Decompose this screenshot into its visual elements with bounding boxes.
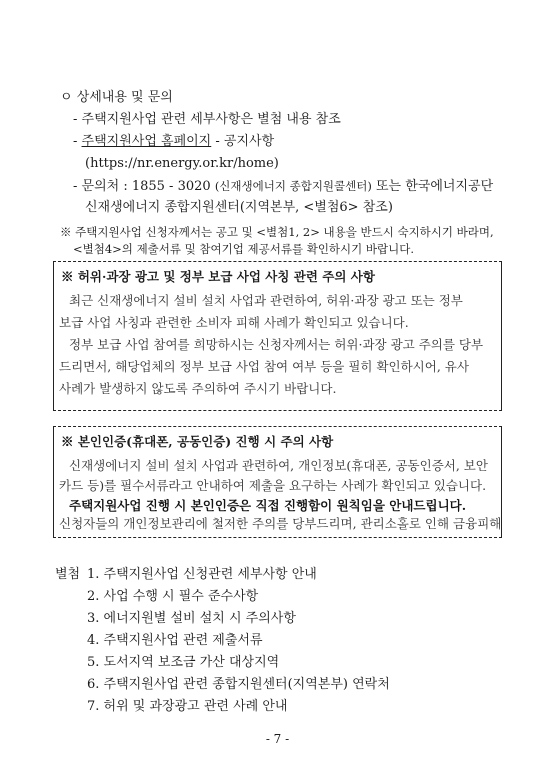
homepage-url[interactable]: (https://nr.energy.or.kr/home) [85,156,279,171]
attachments-label: 별첨 [55,567,81,582]
warning-box-auth-line: 카드 등)를 필수서류라고 안내하여 제출을 요구하는 사례가 확인되고 있습니다. [59,478,487,493]
homepage-link[interactable]: 주택지원사업 홈페이지 [81,134,212,149]
attachment-item: 6. 주택지원사업 관련 종합지원센터(지역본부) 연락처 [87,677,390,692]
warning-box-auth-line-bold: 주택지원사업 진행 시 본인인증은 직접 진행함이 원칙임을 안내드립니다. [69,498,467,513]
note-line-1: ※ 주택지원사업 신청자께서는 공고 및 <별첨1, 2> 내용을 반드시 숙지하시기 바라며, [60,225,494,239]
warning-box-ad [53,261,502,411]
warning-box-auth [53,426,502,538]
warning-box-ad-line: 정부 보급 사업 참여를 희망하시는 신청자께서는 허위·과장 광고 주의를 당부 [69,337,484,352]
contact-continuation: 신재생에너지 종합지원센터(지역본부, <별첨6> 참조) [85,200,393,215]
warning-box-ad-line: 드리면서, 해당업체의 정부 보급 사업 참여 여부 등을 필히 확인하시어, 유사 [59,359,469,374]
attachment-item: 7. 허위 및 과장광고 관련 사례 안내 [87,699,288,714]
attachment-item: 4. 주택지원사업 관련 제출서류 [87,633,263,648]
warning-box-auth-title: ※ 본인인증(휴대폰, 공동인증) 진행 시 주의 사항 [61,434,334,449]
page-number: - 7 - [265,732,290,746]
attachment-item: 1. 주택지원사업 신청관련 세부사항 안내 [87,567,317,582]
warning-box-ad-line: 최근 신재생에너지 설비 설치 사업과 관련하여, 허위·과장 광고 또는 정부 [69,293,463,308]
contact-alt: 또는 한국에너지공단 [371,179,494,194]
homepage-item [73,133,274,151]
homepage-item-suffix: - 공지사항 [211,134,275,149]
attachment-item: 5. 도서지역 보조금 가산 대상지역 [87,655,280,670]
warning-box-auth-line: 신청자들의 개인정보관리에 철저한 주의를 당부드리며, 관리소홀로 인해 금융피해 [59,516,502,531]
warning-box-ad-line: 사례가 발생하지 않도록 주의하여 주시기 바랍니다. [59,381,337,396]
attachment-item: 2. 사업 수행 시 필수 준수사항 [87,589,259,604]
detail-item: - 주택지원사업 관련 세부사항은 별첨 내용 참조 [73,112,341,127]
contact-callcenter: (신재생에너지 종합지원콜센터) [214,179,372,193]
note-line-2: <별첨4>의 제출서류 및 참여기업 제공서류를 확인하시기 바랍니다. [73,242,415,256]
warning-box-ad-line: 보급 사업 사칭과 관련한 소비자 피해 사례가 확인되고 있습니다. [59,315,409,330]
warning-box-auth-line: 신재생에너지 설비 설치 사업과 관련하여, 개인정보(휴대폰, 공동인증서, 보안 [69,458,488,473]
contact-phone: - 문의처 : 1855 - 3020 [73,179,215,194]
homepage-item-prefix: - [73,134,82,149]
warning-box-ad-title: ※ 허위·과장 광고 및 정부 보급 사업 사칭 관련 주의 사항 [61,269,375,284]
attachment-item: 3. 에너지원별 설비 설치 시 주의사항 [87,611,296,626]
contact-item [73,177,493,196]
section-heading: ㅇ 상세내용 및 문의 [60,90,173,105]
